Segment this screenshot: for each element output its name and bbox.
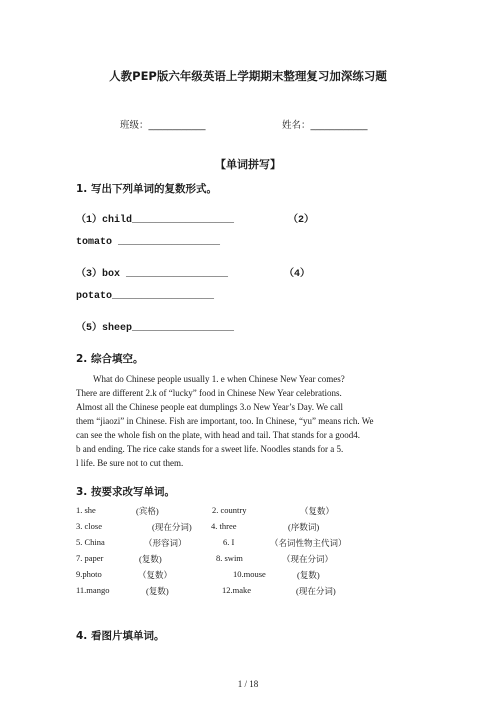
q3-row-4-hint-a: (复数) xyxy=(139,554,162,564)
question-2-heading: 2. 综合填空。 xyxy=(76,353,144,365)
q2-line-4: them “jiaozi” in Chinese. Fish are important, too. In Chinese, “yu” means rich. We xyxy=(76,416,374,426)
q3-row-2-word-a: 3. close xyxy=(76,521,102,531)
q1-line-2: （2） xyxy=(288,215,315,226)
q3-row-6-hint-a: (复数) xyxy=(146,586,169,596)
q3-row-6-word-a: 11.mango xyxy=(76,585,110,595)
q3-row-3-hint-b: （名词性物主代词） xyxy=(270,538,347,548)
question-4-heading: 4. 看图片填单词。 xyxy=(76,630,165,642)
q3-row-3-word-b: 6. I xyxy=(223,537,235,547)
q3-row-1-word-b: 2. country xyxy=(212,505,247,515)
q1-line-3: tomato _________________ xyxy=(76,237,221,248)
q3-row-2-hint-a: (现在分词) xyxy=(152,522,192,532)
q3-row-3-word-a: 5. China xyxy=(76,537,105,547)
question-1-heading: 1. 写出下列单词的复数形式。 xyxy=(76,183,217,195)
section-header: 【单词拼写】 xyxy=(215,158,281,171)
q3-row-4-hint-b: （现在分词） xyxy=(282,554,334,564)
q3-row-1-hint-a: (宾格) xyxy=(136,506,159,516)
class-field: 班级：____________ xyxy=(120,120,206,131)
q3-row-1-hint-b: （复数） xyxy=(300,506,335,516)
q3-row-6-word-b: 12.make xyxy=(222,585,252,595)
document-title: 人教PEP版六年级英语上学期期末整理复习加深练习题 xyxy=(109,69,387,83)
q3-row-5-hint-b: (复数) xyxy=(297,570,320,580)
q2-line-1: What do Chinese people usually 1. e when Chinese New Year comes? xyxy=(93,374,345,384)
q3-row-5-word-a: 9.photo xyxy=(76,569,102,579)
q1-line-4: （3）box _________________ xyxy=(76,269,229,280)
q3-row-6-hint-b: (现在分词) xyxy=(296,586,336,596)
q1-line-7: （5）sheep_________________ xyxy=(76,323,235,334)
q3-row-4-word-b: 8. swim xyxy=(216,553,243,563)
q2-line-5: can see the whole fish on the plate, with head and tail. That stands for a good4. xyxy=(76,430,361,440)
name-field: 姓名：____________ xyxy=(282,120,368,131)
page-number: 1 / 18 xyxy=(237,679,259,689)
q2-line-7: l life. Be sure not to cut them. xyxy=(76,458,184,468)
q3-row-5-word-b: 10.mouse xyxy=(233,569,266,579)
q1-line-6: potato_________________ xyxy=(76,291,215,302)
q3-row-5-hint-a: （复数） xyxy=(138,570,173,580)
q3-row-2-word-b: 4. three xyxy=(211,521,237,531)
q2-line-6: b and ending. The rice cake stands for a sweet life. Noodles stands for a 5. xyxy=(76,444,344,454)
question-3-heading: 3. 按要求改写单词。 xyxy=(76,486,175,498)
q3-row-1-word-a: 1. she xyxy=(76,505,96,515)
q3-row-4-word-a: 7. paper xyxy=(76,553,104,563)
q3-row-3-hint-a: （形容词） xyxy=(144,538,187,548)
q2-line-3: Almost all the Chinese people eat dumplings 3.o New Year’s Day. We call xyxy=(76,402,344,412)
q3-row-2-hint-b: (序数词) xyxy=(288,522,320,532)
q1-line-1: （1）child_________________ xyxy=(76,215,235,226)
q1-line-5: （4） xyxy=(284,269,311,280)
q2-line-2: There are different 2.k of “lucky” food in Chinese New Year celebrations. xyxy=(76,388,342,398)
